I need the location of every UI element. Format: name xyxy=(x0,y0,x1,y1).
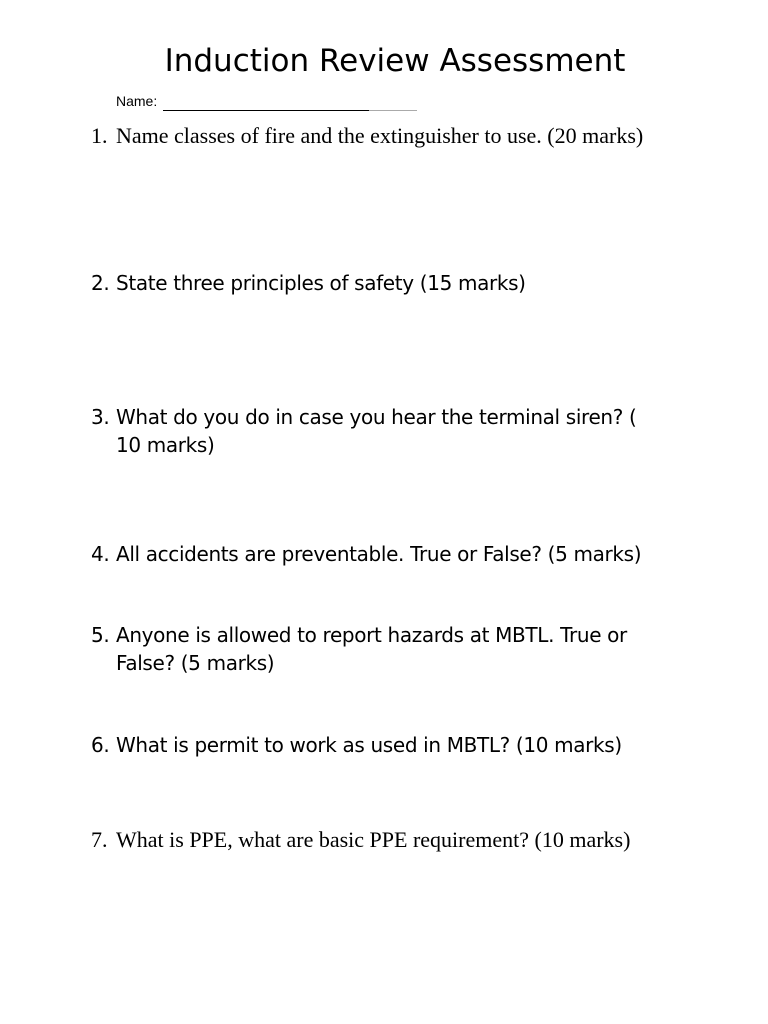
question-number: 4. xyxy=(91,542,110,566)
page-title: Induction Review Assessment xyxy=(164,43,626,79)
question-number: 7. xyxy=(91,827,108,852)
question-text: Name classes of fire and the extinguisher to use. (20 marks) xyxy=(116,123,644,148)
name-field-row xyxy=(116,91,417,111)
question-text: What is PPE, what are basic PPE requirement? (10 marks) xyxy=(116,827,631,852)
question-text: Anyone is allowed to report hazards at MBTL. True or False? (5 marks) xyxy=(116,623,627,675)
question-2 xyxy=(91,269,661,297)
question-6 xyxy=(91,731,661,759)
question-4 xyxy=(91,540,661,568)
name-field[interactable] xyxy=(163,96,417,111)
question-number: 2. xyxy=(91,271,110,295)
question-5 xyxy=(91,621,661,677)
question-number: 1. xyxy=(91,123,108,148)
question-number: 6. xyxy=(91,733,110,757)
question-1 xyxy=(91,122,661,150)
question-text: What is permit to work as used in MBTL? (10 marks) xyxy=(116,733,622,757)
question-text: State three principles of safety (15 marks) xyxy=(116,271,526,295)
name-label: Name: xyxy=(116,93,158,109)
question-7 xyxy=(91,826,661,854)
question-text: All accidents are preventable. True or False? (5 marks) xyxy=(116,542,642,566)
question-number: 5. xyxy=(91,623,110,647)
question-text: What do you do in case you hear the terminal siren? ( 10 marks) xyxy=(116,405,637,457)
question-3 xyxy=(91,403,661,459)
question-number: 3. xyxy=(91,405,110,429)
